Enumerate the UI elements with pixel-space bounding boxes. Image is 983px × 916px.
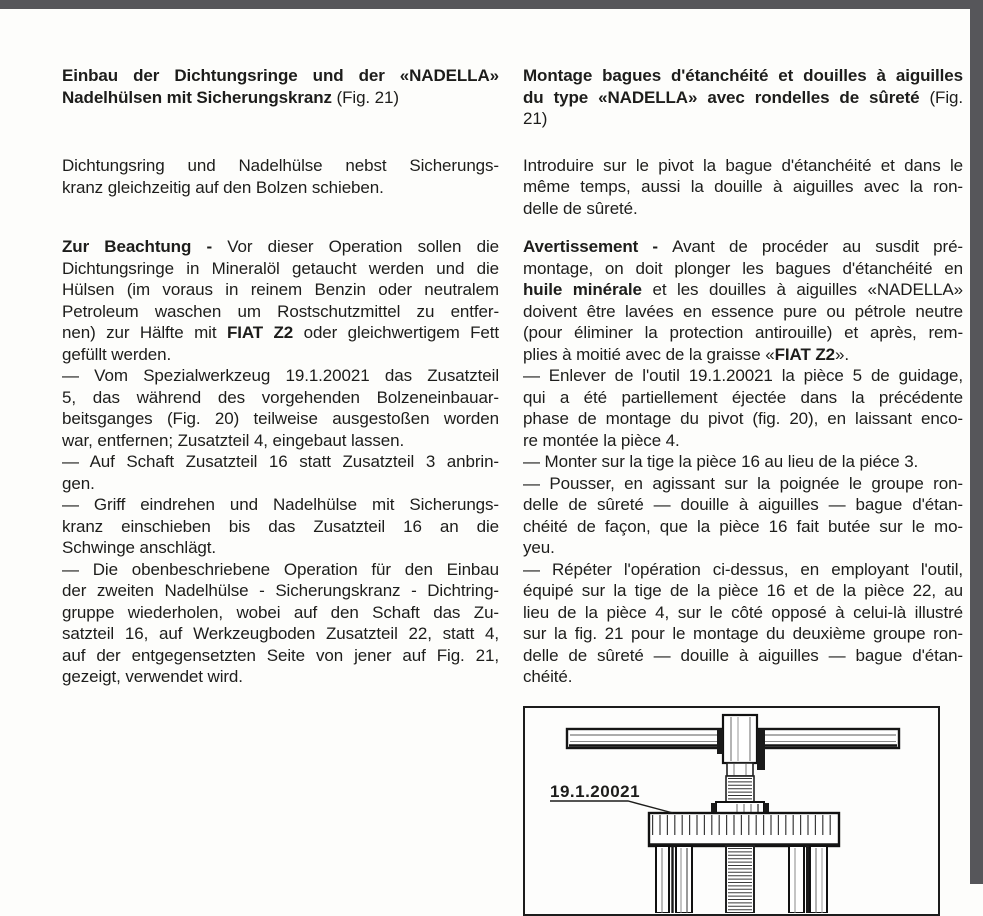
text-line: plies à moitié avec de la graisse «FIAT Z2». — [523, 344, 849, 364]
text-line: — Die obenbeschriebene Operation für den Einbau — [62, 559, 499, 579]
text-line: Montage bagues d'étanchéité et douilles à aiguilles — [523, 66, 963, 85]
text-line: — Répéter l'opération ci-dessus, en employant l'outil, — [523, 559, 963, 579]
figure-21-box — [523, 706, 940, 916]
text-line: yeu. — [523, 538, 555, 557]
french-column — [523, 65, 963, 688]
text-line: chéité de façon, que la pièce 16 fait butée sur le mo- — [523, 516, 963, 536]
text-line: gezeigt, verwendet wird. — [62, 667, 243, 686]
press-disc — [649, 813, 839, 846]
text-line: Einbau der Dichtungsringe und der «NADELLA» — [62, 66, 499, 85]
text-line: même temps, aussi la douille à aiguilles avec la ron- — [523, 177, 963, 196]
text-line: nen) zur Hälfte mit FIAT Z2 oder gleichwertigem Fett — [62, 323, 499, 342]
handle-hub — [723, 715, 757, 763]
text-line: der zweiten Nadelhülse - Sicherungskranz - Dichtring- — [62, 581, 499, 600]
text-line: — Auf Schaft Zusatzteil 16 statt Zusatzteil 3 anbrin- — [62, 452, 499, 471]
french-heading — [523, 65, 963, 130]
left-leg-inner — [676, 846, 692, 913]
scan-right-edge — [970, 0, 983, 884]
text-line: gefüllt werden. — [62, 344, 172, 364]
text-line: Nadelhülsen mit Sicherungskranz (Fig. 21) — [62, 87, 399, 107]
text-line: Zur Beachtung - Vor dieser Operation sollen die — [62, 237, 499, 256]
text-line: beitsganges (Fig. 20) teilweise ausgestoßen worden — [62, 409, 499, 428]
german-heading — [62, 65, 499, 108]
text-line: satzteil 16, auf Werkzeugboden Zusatzteil 22, statt 4, — [62, 624, 499, 643]
text-line: Dichtungsring und Nadelhülse nebst Sicherungs- — [62, 156, 499, 175]
right-leg-outer — [810, 846, 827, 913]
text-line: — Monter sur la tige la pièce 16 au lieu de la piéce 3. — [523, 452, 919, 471]
german-intro-paragraph — [62, 155, 499, 198]
french-body-paragraph — [523, 236, 963, 688]
text-line: doivent être lavées en essence pure ou pétrole neutre — [523, 301, 963, 321]
text-line: du type «NADELLA» avec rondelles de sûreté (Fig. — [523, 87, 963, 107]
text-line: lieu de la pièce 4, sur le côté opposé à celui-là illustré — [523, 602, 963, 622]
text-line: kranz gleichzeitig auf den Bolzen schieben. — [62, 177, 384, 197]
text-line: delle de sûreté — douille à aiguilles — bague d'étan- — [523, 645, 963, 665]
text-line: huile minérale et les douilles à aiguilles «NADELLA» — [523, 280, 964, 299]
text-line: kranz einschieben bis das Zusatzteil 16 an die — [62, 516, 499, 536]
french-intro-paragraph — [523, 155, 963, 220]
text-line: phase de montage du pivot (fig. 20), en laissant enco- — [523, 409, 963, 428]
german-column — [62, 65, 499, 688]
press-tool-drawing — [525, 708, 937, 913]
german-body-paragraph — [62, 236, 499, 688]
text-line: Hülsen (im voraus in reinem Benzin oder neutralem — [62, 280, 499, 299]
text-line: 21) — [523, 109, 548, 128]
text-line: gen. — [62, 473, 95, 493]
text-line: — Pousser, en agissant sur la poignée le groupe ron- — [523, 473, 963, 493]
scan-top-edge — [0, 0, 983, 9]
text-line: war, entfernen; Zusatzteil 4, eingebaut lassen. — [62, 430, 405, 450]
text-line: delle de sûreté — douille à aiguilles — bague d'étan- — [523, 495, 963, 514]
label-leader-line — [550, 801, 673, 813]
text-line: gruppe wiederholen, wobei auf den Schaft das Zu- — [62, 602, 499, 622]
text-line: montage, on doit plonger les bagues d'étanchéité en — [523, 258, 963, 278]
text-line: (pour éliminer la protection antirouille) et après, rem- — [523, 323, 963, 342]
text-line: — Vom Spezialwerkzeug 19.1.20021 das Zusatzteil — [62, 366, 499, 385]
text-line: — Griff eindrehen und Nadelhülse mit Sicherungs- — [62, 495, 499, 514]
right-leg-inner — [789, 846, 804, 913]
text-line: auf der entgegensetzten Seite von jener auf Fig. 21, — [62, 645, 499, 665]
text-line: chéité. — [523, 667, 573, 686]
text-line: sur la fig. 21 pour le montage du deuxième groupe ron- — [523, 624, 963, 643]
text-line: — Enlever de l'outil 19.1.20021 la pièce 5 de guidage, — [523, 366, 963, 385]
text-line: Schwinge anschlägt. — [62, 538, 217, 557]
screw-shaft — [727, 763, 753, 776]
text-line: delle de sûreté. — [523, 198, 638, 218]
text-line: 5, das während des vorgehenden Bolzeneinbauar- — [62, 387, 499, 407]
text-line: qui a été partiellement éjectée dans la précédente — [523, 387, 963, 407]
text-line: Petroleum waschen um Rostschutzmittel zu entfer- — [62, 301, 499, 321]
text-line: Avertissement - Avant de procéder au susdit pré- — [523, 237, 963, 256]
text-line: re montée la pièce 4. — [523, 430, 680, 450]
text-line: équipé sur la tige de la pièce 16 et de la pièce 22, au — [523, 581, 963, 600]
text-line: Introduire sur le pivot la bague d'étanchéité et dans le — [523, 155, 963, 175]
text-line: Dichtungsringe in Mineralöl getaucht werden und die — [62, 258, 499, 278]
tool-number-label: 19.1.20021 — [550, 782, 641, 801]
